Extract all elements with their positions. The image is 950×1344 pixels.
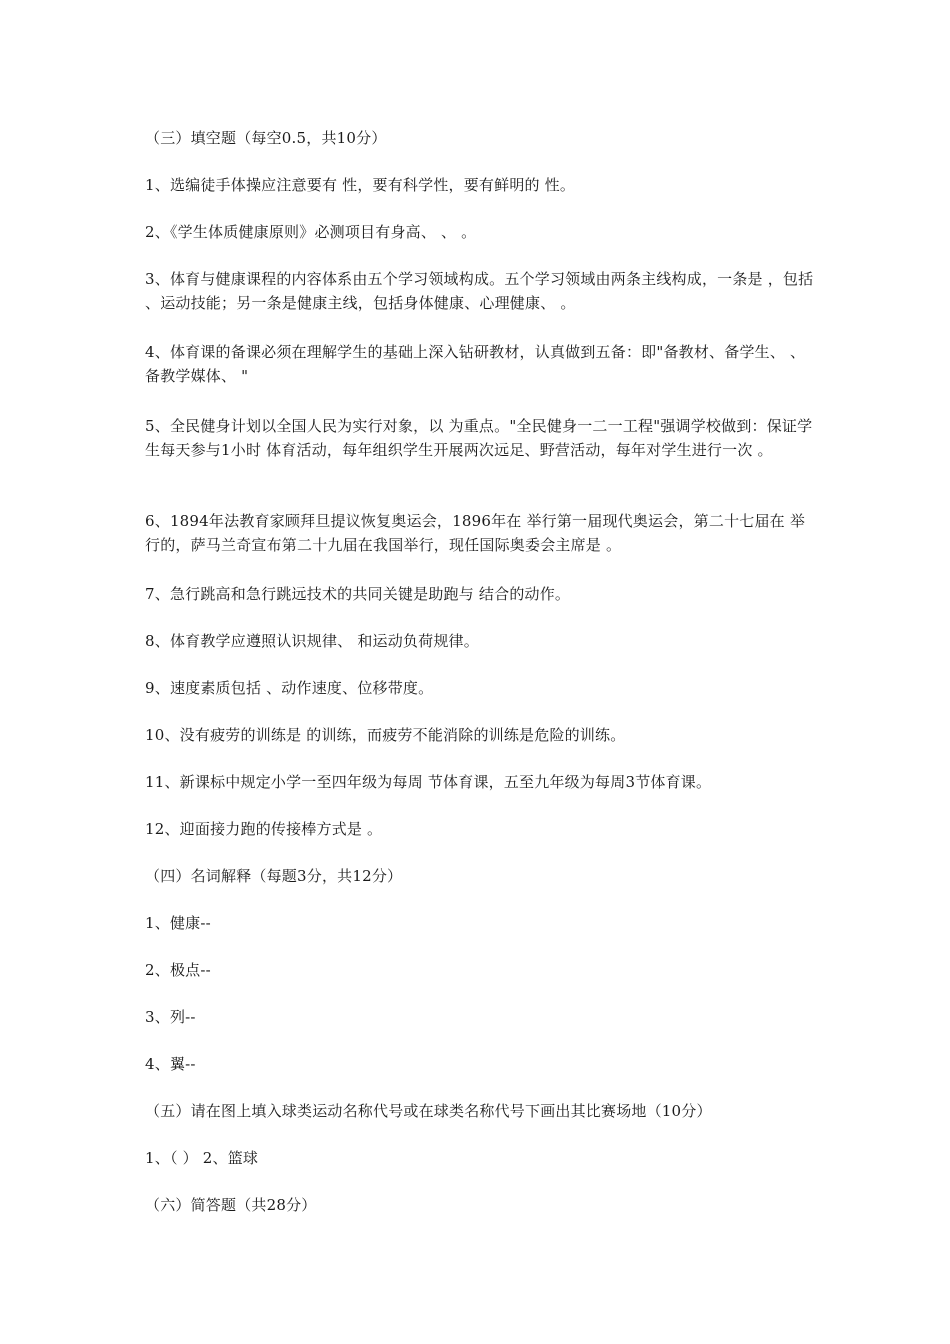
fill-blank-12: 12、迎面接力跑的传接棒方式是 。 bbox=[145, 820, 383, 838]
ball-sport-item: 1、（ ） 2、篮球 bbox=[145, 1149, 259, 1167]
section-5-title: （五）请在图上填入球类运动名称代号或在球类名称代号下画出其比赛场地（10分） bbox=[145, 1102, 712, 1120]
term-4: 4、翼-- bbox=[145, 1055, 196, 1073]
fill-blank-6: 6、1894年法教育家顾拜旦提议恢复奥运会，1896年在 举行第一届现代奥运会，第二十七届在 举行的，萨马兰奇宣布第二十九届在我国举行，现任国际奥委会主席是 。 bbox=[145, 512, 806, 554]
fill-blank-2: 2、《学生体质健康原则》必测项目有身高、 、 。 bbox=[145, 223, 477, 241]
section-6-title: （六）简答题（共28分） bbox=[145, 1196, 317, 1214]
term-1: 1、健康-- bbox=[145, 914, 211, 932]
fill-blank-3: 3、体育与健康课程的内容体系由五个学习领域构成。五个学习领域由两条主线构成，一条是 ，包括 、运动技能；另一条是健康主线，包括身体健康、心理健康、 。 bbox=[145, 270, 814, 312]
fill-blank-7: 7、急行跳高和急行跳远技术的共同关键是助跑与 结合的动作。 bbox=[145, 585, 571, 603]
fill-blank-8: 8、体育教学应遵照认识规律、 和运动负荷规律。 bbox=[145, 632, 479, 650]
section-3-title: （三）填空题（每空0.5，共10分） bbox=[145, 129, 387, 147]
term-3: 3、列-- bbox=[145, 1008, 196, 1026]
section-4-title: （四）名词解释（每题3分，共12分） bbox=[145, 867, 403, 885]
fill-blank-9: 9、速度素质包括 、动作速度、位移带度。 bbox=[145, 679, 434, 697]
fill-blank-10: 10、没有疲劳的训练是 的训练，而疲劳不能消除的训练是危险的训练。 bbox=[145, 726, 626, 744]
fill-blank-1: 1、选编徒手体操应注意要有 性，要有科学性，要有鲜明的 性。 bbox=[145, 176, 576, 194]
fill-blank-5: 5、全民健身计划以全国人民为实行对象，以 为重点。"全民健身一二一工程"强调学校做到：保证学生每天参与1小时 体育活动，每年组织学生开展两次远足、野营活动，每年对学生进行一次 。 bbox=[145, 417, 813, 459]
term-2: 2、极点-- bbox=[145, 961, 211, 979]
fill-blank-11: 11、新课标中规定小学一至四年级为每周 节体育课，五至九年级为每周3节体育课。 bbox=[145, 773, 712, 791]
fill-blank-4: 4、体育课的备课必须在理解学生的基础上深入钻研教材，认真做到五备：即"备教材、备学生、 、备教学媒体、 " bbox=[145, 343, 806, 385]
